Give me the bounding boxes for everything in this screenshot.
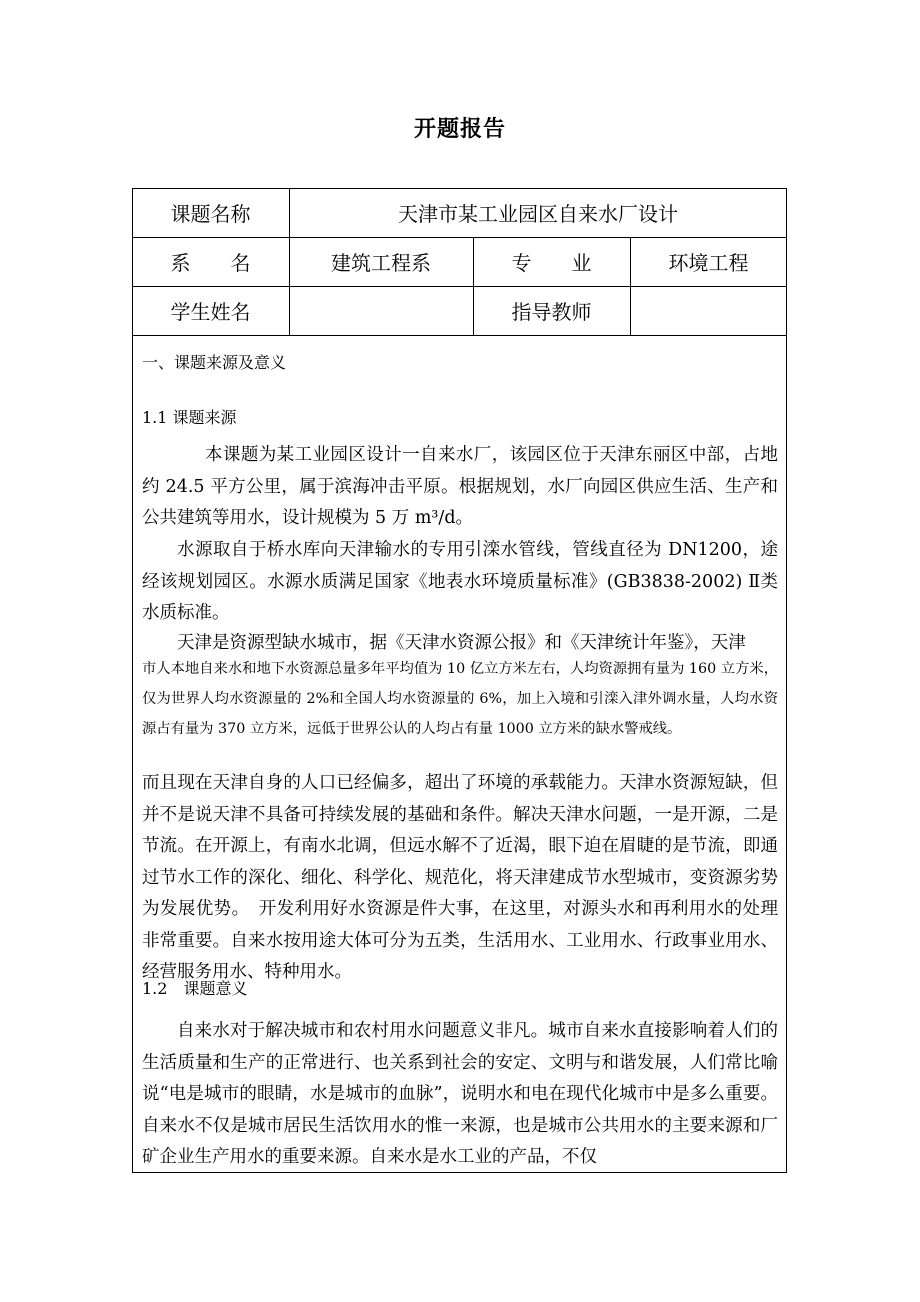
paragraph-source-3a: 天津是资源型缺水城市，据《天津水资源公报》和《天津统计年鉴》，天津 [177, 633, 746, 653]
major-label: 专 业 [511, 251, 592, 275]
subsection-heading-significance: 1.2 课题意义 [142, 979, 248, 998]
advisor-label: 指导教师 [511, 300, 592, 324]
department-label: 系 名 [170, 251, 251, 275]
page-title: 开题报告 [413, 117, 506, 142]
subsection-heading-source: 1.1 课题来源 [142, 408, 237, 427]
paragraph-source-2: 水源取自于桥水库向天津输水的专用引滦水管线，管线直径为 DN1200，途经该规划园区。水源水质满足国家《地表水环境质量标准》(GB3838-2002) Ⅱ类水质标准。 [142, 540, 778, 623]
paragraph-source-1: 本课题为某工业园区设计一自来水厂，该园区位于天津东丽区中部，占地约 24.5 平方公里，属于滨海冲击平原。根据规划，水厂向园区供应生活、生产和公共建筑等用水，设计规模为 5 万 m³/d。 [142, 445, 778, 528]
paragraph-source-3b: 市人本地自来水和地下水资源总量多年平均值为 10 亿立方米左右，人均资源拥有量为 160 立方米，仅为世界人均水资源量的 2%和全国人均水资源量的 6%，加上入境和引滦入津外调水量，人均水资源占有量为 370 立方米，远低于世界公认的人均占有量 1000 立方米的缺水警戒线。 [142, 661, 778, 737]
paragraph-significance: 自来水对于解决城市和农村用水问题意义非凡。城市自来水直接影响着人们的生活质量和生产的正常进行、也关系到社会的安定、文明与和谐发展，人们常比喻说“电是城市的眼睛，水是城市的血脉”，说明水和电在现代化城市中是多么重要。自来水不仅是城市居民生活饮用水的惟一来源，也是城市公共用水的主要来源和厂矿企业生产用水的重要来源。自来水是水工业的产品，不仅 [142, 1021, 778, 1167]
section-heading: 一、课题来源及意义 [142, 353, 287, 372]
major-value: 环境工程 [668, 251, 749, 275]
topic-label: 课题名称 [170, 202, 251, 226]
student-name-value [289, 286, 473, 335]
paragraph-source-3c: 而且现在天津自身的人口已经偏多，超出了环境的承载能力。天津水资源短缺，但并不是说天津不具备可持续发展的基础和条件。解决天津水问题，一是开源，二是节流。在开源上，有南水北调，但远水解不了近渴，眼下迫在眉睫的是节流，即通过节水工作的深化、细化、科学化、规范化，将天津建成节水型城市，变资源劣势为发展优势。 开发利用好水资源是件大事，在这里，对源头水和再利用水的处理非常重要。自来水按用途大体可分为五类，生活用水、工业用水、行政事业用水、经营服务用水、特种用水。 [142, 773, 778, 982]
table-divider [132, 335, 787, 336]
student-name-label: 学生姓名 [170, 300, 251, 324]
topic-value: 天津市某工业园区自来水厂设计 [398, 202, 678, 226]
department-value: 建筑工程系 [331, 251, 431, 275]
advisor-value [630, 286, 787, 335]
